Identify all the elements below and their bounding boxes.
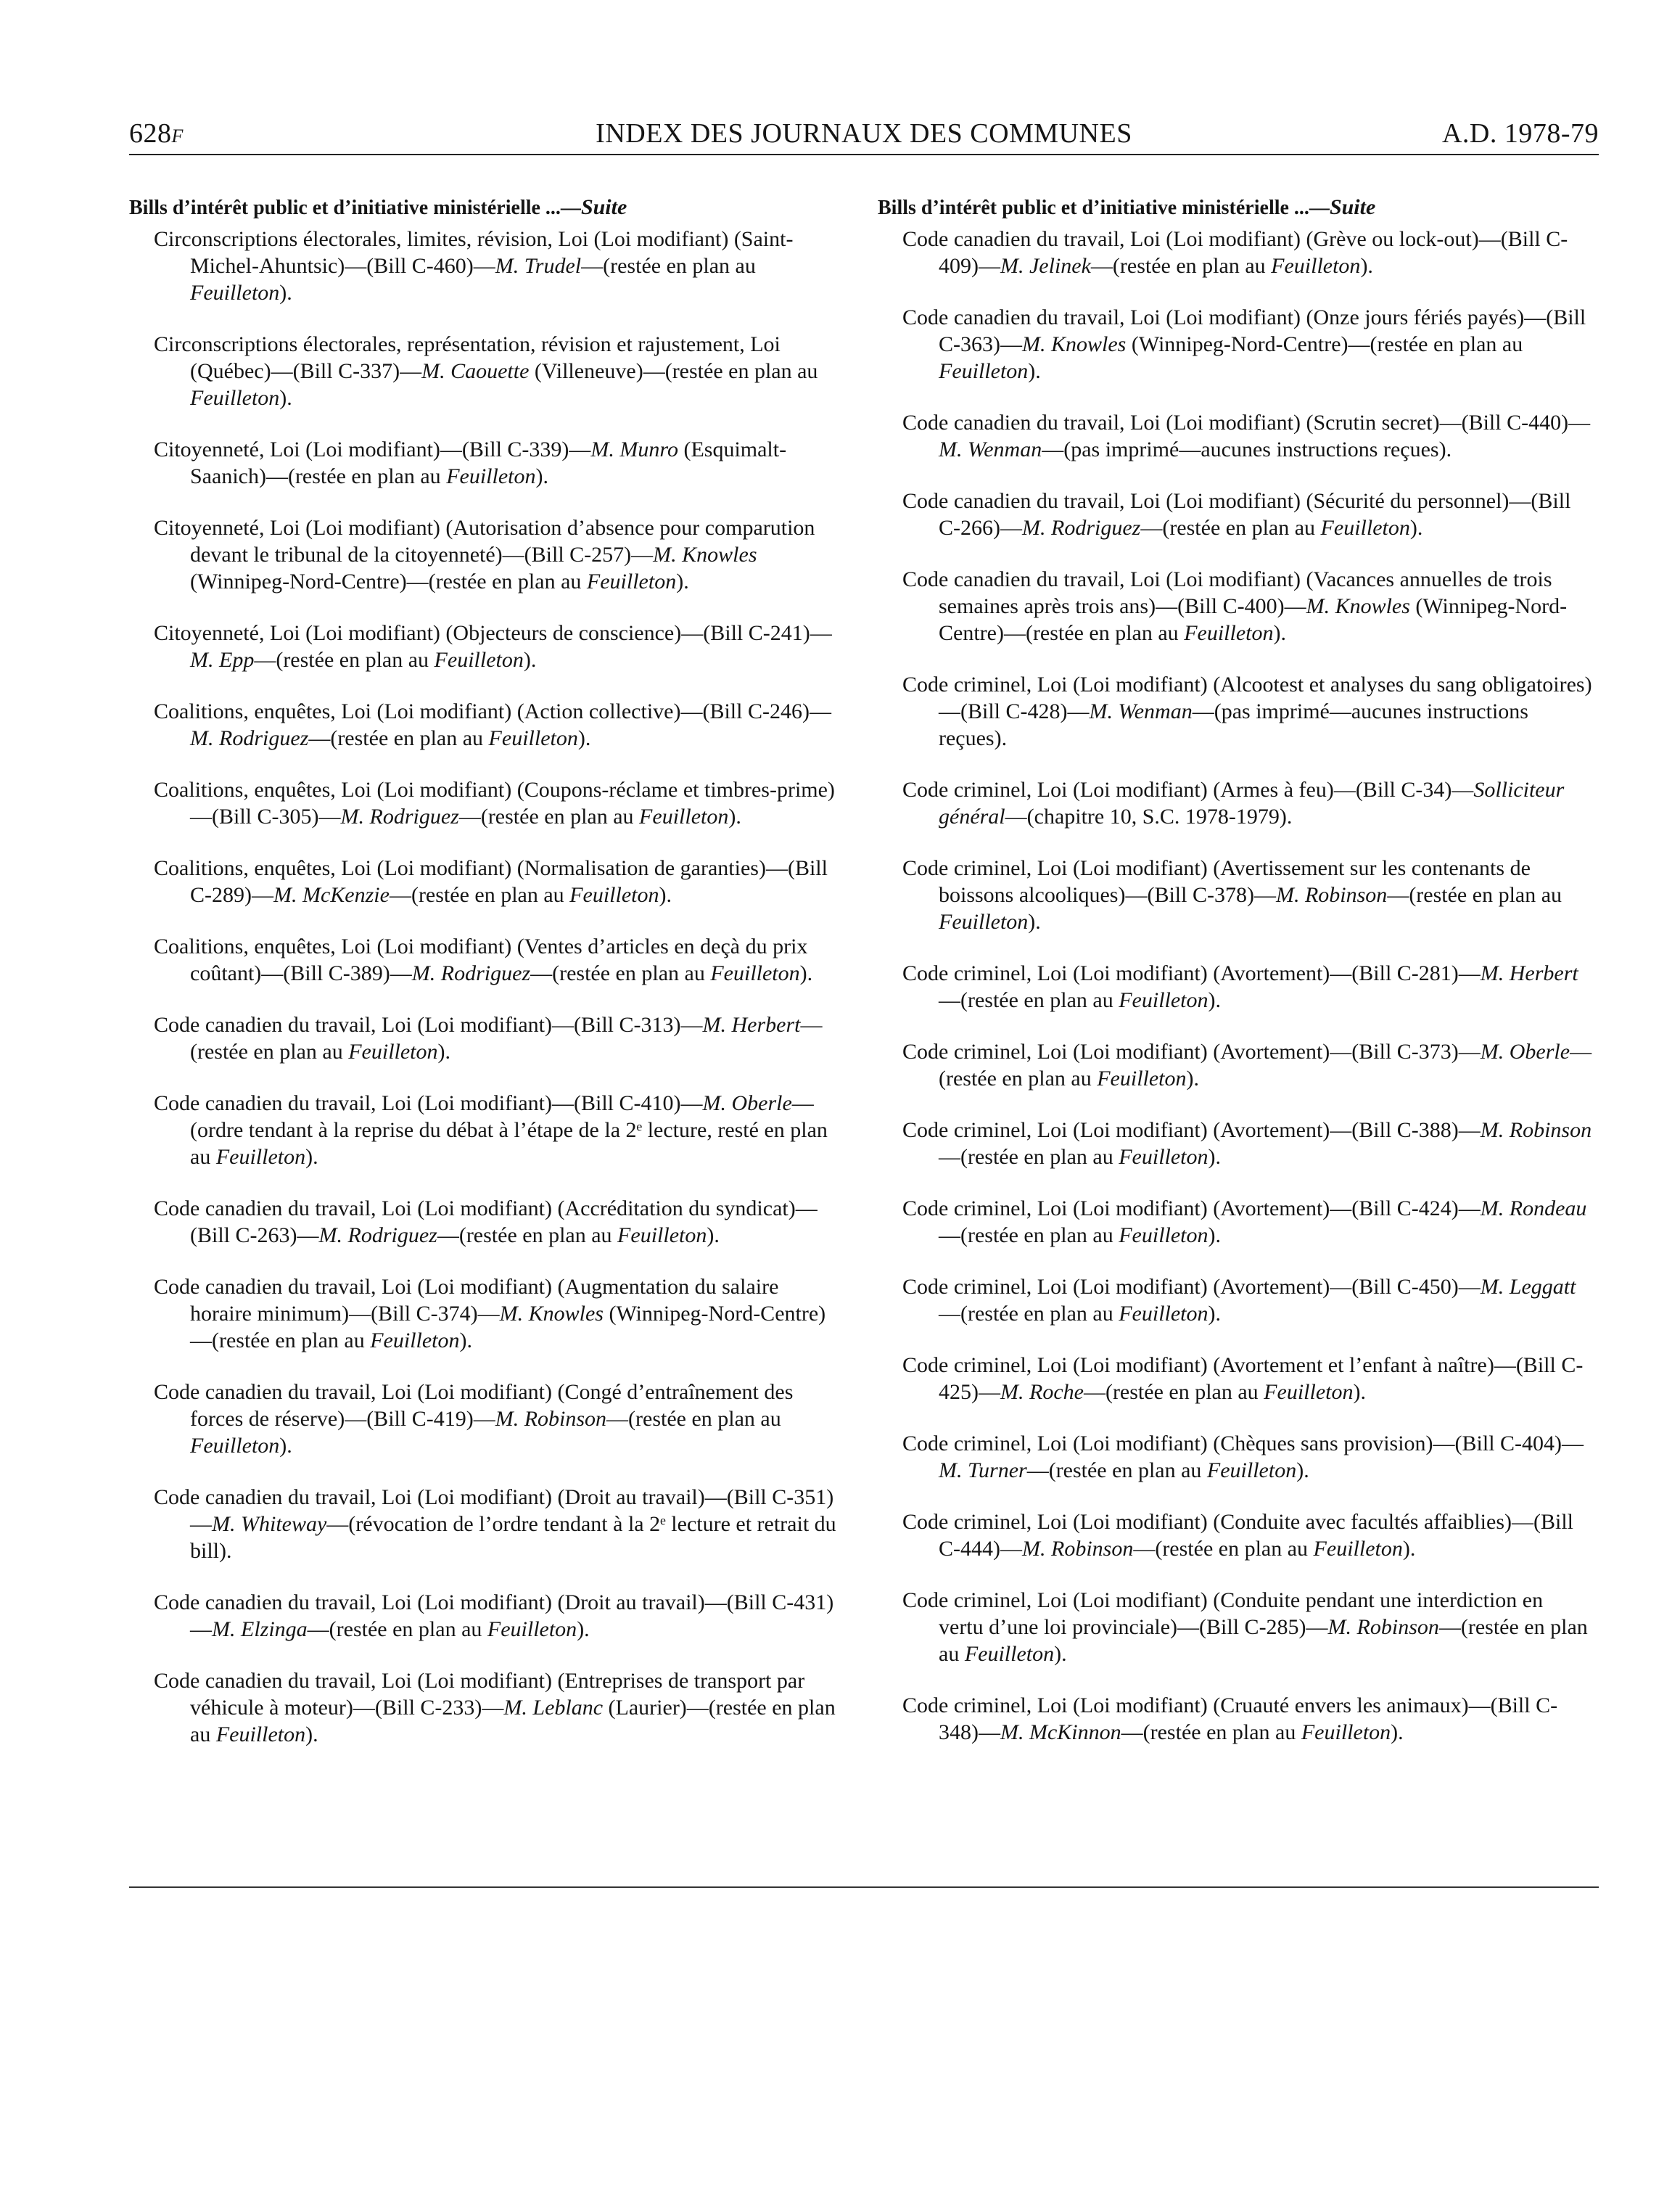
index-entry: Circonscriptions électorales, limites, révision, Loi (Loi modifiant) (Saint-Michel-Ahuntsic)—(Bill C-460)—M. Trudel—(restée en plan au Feuilleton). — [154, 227, 794, 305]
index-entry: Code canadien du travail, Loi (Loi modifiant)—(Bill C-410)—M. Oberle—(ordre tendant à la reprise du débat à l’étape de la 2ᵉ lecture, resté en plan au Feuilleton). — [154, 1091, 828, 1169]
index-entry: Code canadien du travail, Loi (Loi modifiant) (Congé d’entraînement des forces de réserve)—(Bill C-419)—M. Robinson—(restée en plan au Feuilleton). — [154, 1380, 794, 1458]
index-entry: Code criminel, Loi (Loi modifiant) (Avortement)—(Bill C-373)—M. Oberle—(restée en plan au Feuilleton). — [902, 1040, 1592, 1091]
index-entry: Coalitions, enquêtes, Loi (Loi modifiant) (Coupons-réclame et timbres-prime)—(Bill C-305)—M. Rodriguez—(restée en plan au Feuilleton). — [154, 778, 835, 829]
index-entry: Code criminel, Loi (Loi modifiant) (Conduite pendant une interdiction en vertu d’une loi provinciale)—(Bill C-285)—M. Robinson—(restée en plan au Feuilleton). — [902, 1588, 1588, 1666]
index-entry: Code criminel, Loi (Loi modifiant) (Chèques sans provision)—(Bill C-404)—M. Turner—(restée en plan au Feuilleton). — [902, 1432, 1584, 1482]
index-entry: Code canadien du travail, Loi (Loi modifiant) (Vacances annuelles de trois semaines après trois ans)—(Bill C-400)—M. Knowles (Winnipeg-Nord-Centre)—(restée en plan au Feuilleton). — [902, 567, 1568, 645]
index-entry: Code canadien du travail, Loi (Loi modifiant) (Droit au travail)—(Bill C-431)—M. Elzinga—(restée en plan au Feuilleton). — [154, 1590, 834, 1641]
index-entry: Code criminel, Loi (Loi modifiant) (Conduite avec facultés affaiblies)—(Bill C-444)—M. Robinson—(restée en plan au Feuilleton). — [902, 1510, 1574, 1561]
left-column — [129, 194, 844, 1773]
header-rule — [129, 154, 1599, 155]
index-entry: Code canadien du travail, Loi (Loi modifiant) (Accréditation du syndicat)—(Bill C-263)—M. Rodriguez—(restée en plan au Feuilleton). — [154, 1196, 818, 1247]
page-header — [129, 116, 1599, 160]
index-entry: Code canadien du travail, Loi (Loi modifiant) (Droit au travail)—(Bill C-351)—M. Whiteway—(révocation de l’ordre tendant à la 2ᵉ lecture et retrait du bill). — [154, 1485, 836, 1563]
index-entry: Code canadien du travail, Loi (Loi modifiant)—(Bill C-313)—M. Herbert—(restée en plan au Feuilleton). — [154, 1013, 823, 1064]
index-entry: Code criminel, Loi (Loi modifiant) (Avortement)—(Bill C-450)—M. Leggatt—(restée en plan au Feuilleton). — [902, 1275, 1576, 1326]
index-entry: Citoyenneté, Loi (Loi modifiant)—(Bill C-339)—M. Munro (Esquimalt-Saanich)—(restée en plan au Feuilleton). — [154, 438, 787, 488]
index-entry: Circonscriptions électorales, représentation, révision et rajustement, Loi (Québec)—(Bill C-337)—M. Caouette (Villeneuve)—(restée en plan au Feuilleton). — [154, 332, 818, 410]
index-entry: Code criminel, Loi (Loi modifiant) (Cruauté envers les animaux)—(Bill C-348)—M. McKinnon—(restée en plan au Feuilleton). — [902, 1693, 1558, 1744]
index-entry: Coalitions, enquêtes, Loi (Loi modifiant) (Ventes d’articles en deçà du prix coûtant)—(Bill C-389)—M. Rodriguez—(restée en plan au Feuilleton). — [154, 935, 813, 985]
index-entry: Code canadien du travail, Loi (Loi modifiant) (Scrutin secret)—(Bill C-440)—M. Wenman—(pas imprimé—aucunes instructions reçues). — [902, 411, 1591, 461]
right-column — [878, 194, 1593, 1770]
index-entry: Code criminel, Loi (Loi modifiant) (Alcootest et analyses du sang obligatoires)—(Bill C-428)—M. Wenman—(pas imprimé—aucunes instructions reçues). — [902, 673, 1592, 750]
index-entry: Code canadien du travail, Loi (Loi modifiant) (Grève ou lock-out)—(Bill C-409)—M. Jelinek—(restée en plan au Feuilleton). — [902, 227, 1568, 278]
index-entry: Coalitions, enquêtes, Loi (Loi modifiant) (Action collective)—(Bill C-246)—M. Rodriguez—(restée en plan au Feuilleton). — [154, 699, 831, 750]
index-entry: Code canadien du travail, Loi (Loi modifiant) (Entreprises de transport par véhicule à moteur)—(Bill C-233)—M. Leblanc (Laurier)—(restée en plan au Feuilleton). — [154, 1669, 836, 1746]
page-title: INDEX DES JOURNAUX DES COMMUNES — [596, 118, 1132, 149]
footer-rule — [129, 1886, 1599, 1888]
index-entry: Code criminel, Loi (Loi modifiant) (Avortement)—(Bill C-281)—M. Herbert—(restée en plan au Feuilleton). — [902, 961, 1578, 1012]
section-heading: Bills d’intérêt public et d’initiative ministérielle ...—Suite — [129, 195, 627, 219]
index-entry: Code criminel, Loi (Loi modifiant) (Avertissement sur les contenants de boissons alcooliques)—(Bill C-378)—M. Robinson—(restée en plan au Feuilleton). — [902, 856, 1562, 934]
section-heading: Bills d’intérêt public et d’initiative ministérielle ...—Suite — [878, 195, 1376, 219]
index-entry: Code criminel, Loi (Loi modifiant) (Avortement)—(Bill C-424)—M. Rondeau—(restée en plan au Feuilleton). — [902, 1196, 1587, 1247]
index-entry: Coalitions, enquêtes, Loi (Loi modifiant) (Normalisation de garanties)—(Bill C-289)—M. McKenzie—(restée en plan au Feuilleton). — [154, 856, 828, 907]
index-entry: Code criminel, Loi (Loi modifiant) (Avortement)—(Bill C-388)—M. Robinson—(restée en plan au Feuilleton). — [902, 1118, 1592, 1169]
index-entry: Code criminel, Loi (Loi modifiant) (Avortement et l’enfant à naître)—(Bill C-425)—M. Roche—(restée en plan au Feuilleton). — [902, 1353, 1584, 1404]
index-entry: Citoyenneté, Loi (Loi modifiant) (Objecteurs de conscience)—(Bill C-241)—M. Epp—(restée en plan au Feuilleton). — [154, 621, 832, 672]
page-number: 628F — [129, 118, 184, 149]
index-entry: Code canadien du travail, Loi (Loi modifiant) (Sécurité du personnel)—(Bill C-266)—M. Rodriguez—(restée en plan au Feuilleton). — [902, 489, 1571, 540]
page-year: A.D. 1978-79 — [1441, 118, 1599, 149]
index-entry: Code canadien du travail, Loi (Loi modifiant) (Onze jours fériés payés)—(Bill C-363)—M. Knowles (Winnipeg-Nord-Centre)—(restée en plan au Feuilleton). — [902, 305, 1586, 383]
index-entry: Citoyenneté, Loi (Loi modifiant) (Autorisation d’absence pour comparution devant le tribunal de la citoyenneté)—(Bill C-257)—M. Knowles (Winnipeg-Nord-Centre)—(restée en plan au Feuilleton). — [154, 516, 815, 594]
index-entry: Code canadien du travail, Loi (Loi modifiant) (Augmentation du salaire horaire minimum)—(Bill C-374)—M. Knowles (Winnipeg-Nord-Centre)—(restée en plan au Feuilleton). — [154, 1275, 826, 1352]
index-entry: Code criminel, Loi (Loi modifiant) (Armes à feu)—(Bill C-34)—Solliciteur général—(chapitre 10, S.C. 1978-1979). — [902, 778, 1565, 829]
